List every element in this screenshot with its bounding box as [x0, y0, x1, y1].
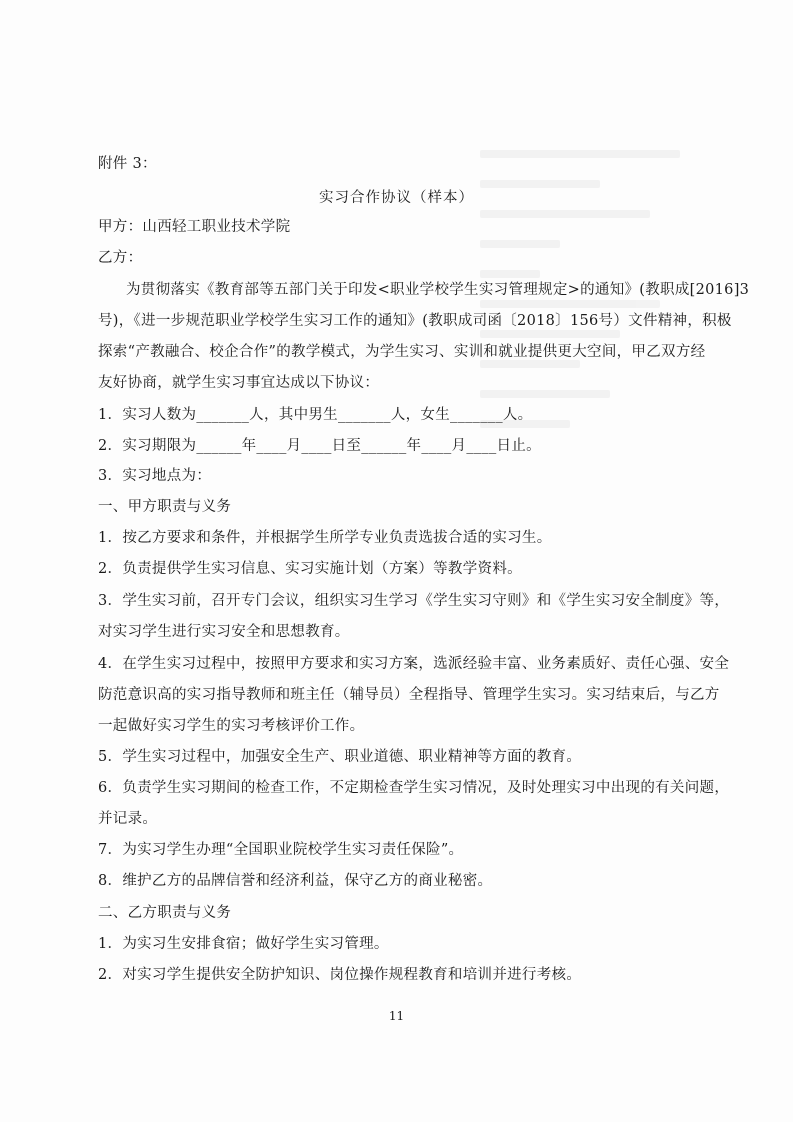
section-a-heading: 一、甲方职责与义务 — [98, 499, 232, 515]
section-b-heading: 二、乙方职责与义务 — [98, 905, 232, 921]
section-a-item: 一起做好实习学生的实习考核评价工作。 — [98, 718, 365, 734]
page-number: 11 — [388, 1009, 405, 1023]
basic-item: 1．实习人数为_______人，其中男生_______人，女生_______人。 — [98, 407, 533, 423]
intro-line: 探索“产教融合、校企合作”的教学模式，为学生实习、实训和就业提供更大空间，甲乙双方经 — [98, 344, 706, 360]
section-a-item: 6．负责学生实习期间的检查工作，不定期检查学生实习情况，及时处理实习中出现的有关问题， — [98, 780, 730, 796]
section-a-item: 4．在学生实习过程中，按照甲方要求和实习方案，选派经验丰富、业务素质好、责任心强、安全 — [98, 656, 730, 672]
section-a-item: 3．学生实习前，召开专门会议，组织实习生学习《学生实习守则》和《学生实习安全制度》等， — [98, 593, 730, 609]
section-a-item: 5．学生实习过程中，加强安全生产、职业道德、职业精神等方面的教育。 — [98, 749, 582, 765]
section-a-item: 并记录。 — [98, 811, 158, 827]
party-a-line: 甲方：山西轻工职业技术学院 — [98, 219, 291, 235]
section-a-item: 7．为实习学生办理“全国职业院校学生实习责任保险”。 — [98, 842, 464, 858]
section-a-item: 8．维护乙方的品牌信誉和经济利益，保守乙方的商业秘密。 — [98, 873, 493, 889]
basic-item: 2．实习期限为______年____月____日至______年____月____日止。 — [98, 438, 541, 454]
intro-line: 为贯彻落实《教育部等五部门关于印发<职业学校学生实习管理规定>的通知》(教职成[2016]3 — [126, 282, 750, 298]
section-b-item: 1．为实习生安排食宿；做好学生实习管理。 — [98, 936, 389, 952]
attachment-label: 附件 3： — [98, 156, 157, 172]
section-a-item: 对实习学生进行实习安全和思想教育。 — [98, 624, 350, 640]
intro-line: 友好协商，就学生实习事宜达成以下协议： — [98, 375, 380, 391]
section-a-item: 防范意识高的实习指导教师和班主任（辅导员）全程指导、管理学生实习。实习结束后，与乙方 — [98, 687, 720, 703]
section-a-item: 1．按乙方要求和条件，并根据学生所学专业负责选拔合适的实习生。 — [98, 530, 552, 546]
basic-item: 3．实习地点为： — [98, 468, 212, 484]
intro-line: 号)，《进一步规范职业学校学生实习工作的通知》(教职成司函〔2018〕156号）文件精神，积极 — [98, 313, 732, 329]
section-a-item: 2．负责提供学生实习信息、实习实施计划（方案）等教学资料。 — [98, 561, 522, 577]
section-b-item: 2．对实习学生提供安全防护知识、岗位操作规程教育和培训并进行考核。 — [98, 967, 582, 983]
document-title: 实习合作协议（样本） — [319, 190, 474, 206]
party-b-line: 乙方： — [98, 250, 143, 266]
